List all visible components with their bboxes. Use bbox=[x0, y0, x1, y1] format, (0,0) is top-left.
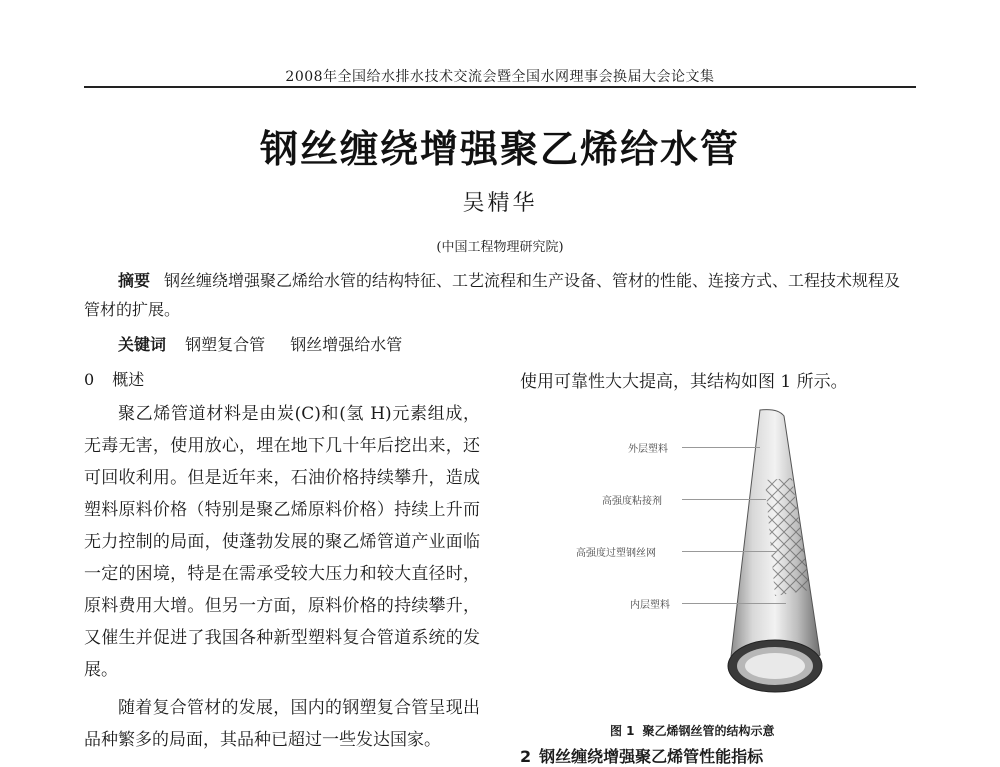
section-title: 钢丝缠绕增强聚乙烯管性能指标 bbox=[539, 747, 764, 766]
section-heading-0 bbox=[84, 367, 144, 390]
figure-caption-text: 聚乙烯钢丝管的结构示意 bbox=[642, 724, 775, 738]
header-rule bbox=[84, 86, 916, 88]
keyword-item: 钢塑复合管 bbox=[185, 335, 266, 354]
figure-label: 高强度粘接剂 bbox=[602, 496, 662, 507]
figure-label: 外层塑料 bbox=[628, 444, 668, 455]
body-paragraph: 聚乙烯管道材料是由炭(C)和(氢 H)元素组成，无毒无害，使用放心，埋在地下几十年后挖出来，还可回收利用。但是近年来，石油价格持续攀升，造成塑料原料价格（特别是聚乙烯原料价格）持续上升而无力控制的局面，使蓬勃发展的聚乙烯管道产业面临一定的困境，特是在需承受较大压力和较大直径时，原料费用大增。但另一方面，原料价格的持续攀升，又催生并促进了我国各种新型塑料复合管道系统的发展。 bbox=[84, 404, 480, 680]
abstract-text: 钢丝缠绕增强聚乙烯给水管的结构特征、工艺流程和生产设备、管材的性能、连接方式、工程技术规程及管材的扩展。 bbox=[84, 271, 901, 319]
leader-line bbox=[682, 447, 760, 448]
pipe-structure-figure bbox=[520, 400, 916, 700]
keyword-item: 钢丝增强给水管 bbox=[290, 335, 403, 354]
abstract bbox=[84, 266, 916, 324]
section-number: 0 bbox=[84, 370, 95, 389]
leader-line bbox=[682, 603, 786, 604]
author-name: 吴精华 bbox=[462, 191, 538, 216]
figure-label: 高强度过塑钢丝网 bbox=[576, 548, 656, 559]
figure-caption-number: 图 1 bbox=[610, 724, 635, 738]
body-paragraph: 随着复合管材的发展，国内的钢塑复合管呈现出品种繁多的局面，其品种已超过一些发达国家。 bbox=[84, 698, 480, 750]
left-column-body bbox=[84, 398, 480, 762]
abstract-label: 摘要 bbox=[118, 271, 151, 290]
figure-label: 内层塑料 bbox=[630, 600, 670, 611]
section-heading-2 bbox=[520, 744, 763, 767]
right-column-intro: 使用可靠性大大提高，其结构如图 1 所示。 bbox=[520, 372, 848, 392]
running-header: 2008年全国给水排水技术交流会暨全国水网理事会换届大会论文集 bbox=[285, 69, 715, 85]
leader-line bbox=[682, 551, 776, 552]
figure-caption bbox=[610, 722, 775, 739]
keywords-label: 关键词 bbox=[118, 335, 167, 354]
affiliation: (中国工程物理研究院) bbox=[436, 240, 564, 255]
paper-title: 钢丝缠绕增强聚乙烯给水管 bbox=[259, 127, 740, 171]
section-number: 2 bbox=[520, 747, 532, 766]
keywords bbox=[118, 332, 422, 355]
leader-line bbox=[682, 499, 766, 500]
section-title: 概述 bbox=[112, 370, 145, 389]
